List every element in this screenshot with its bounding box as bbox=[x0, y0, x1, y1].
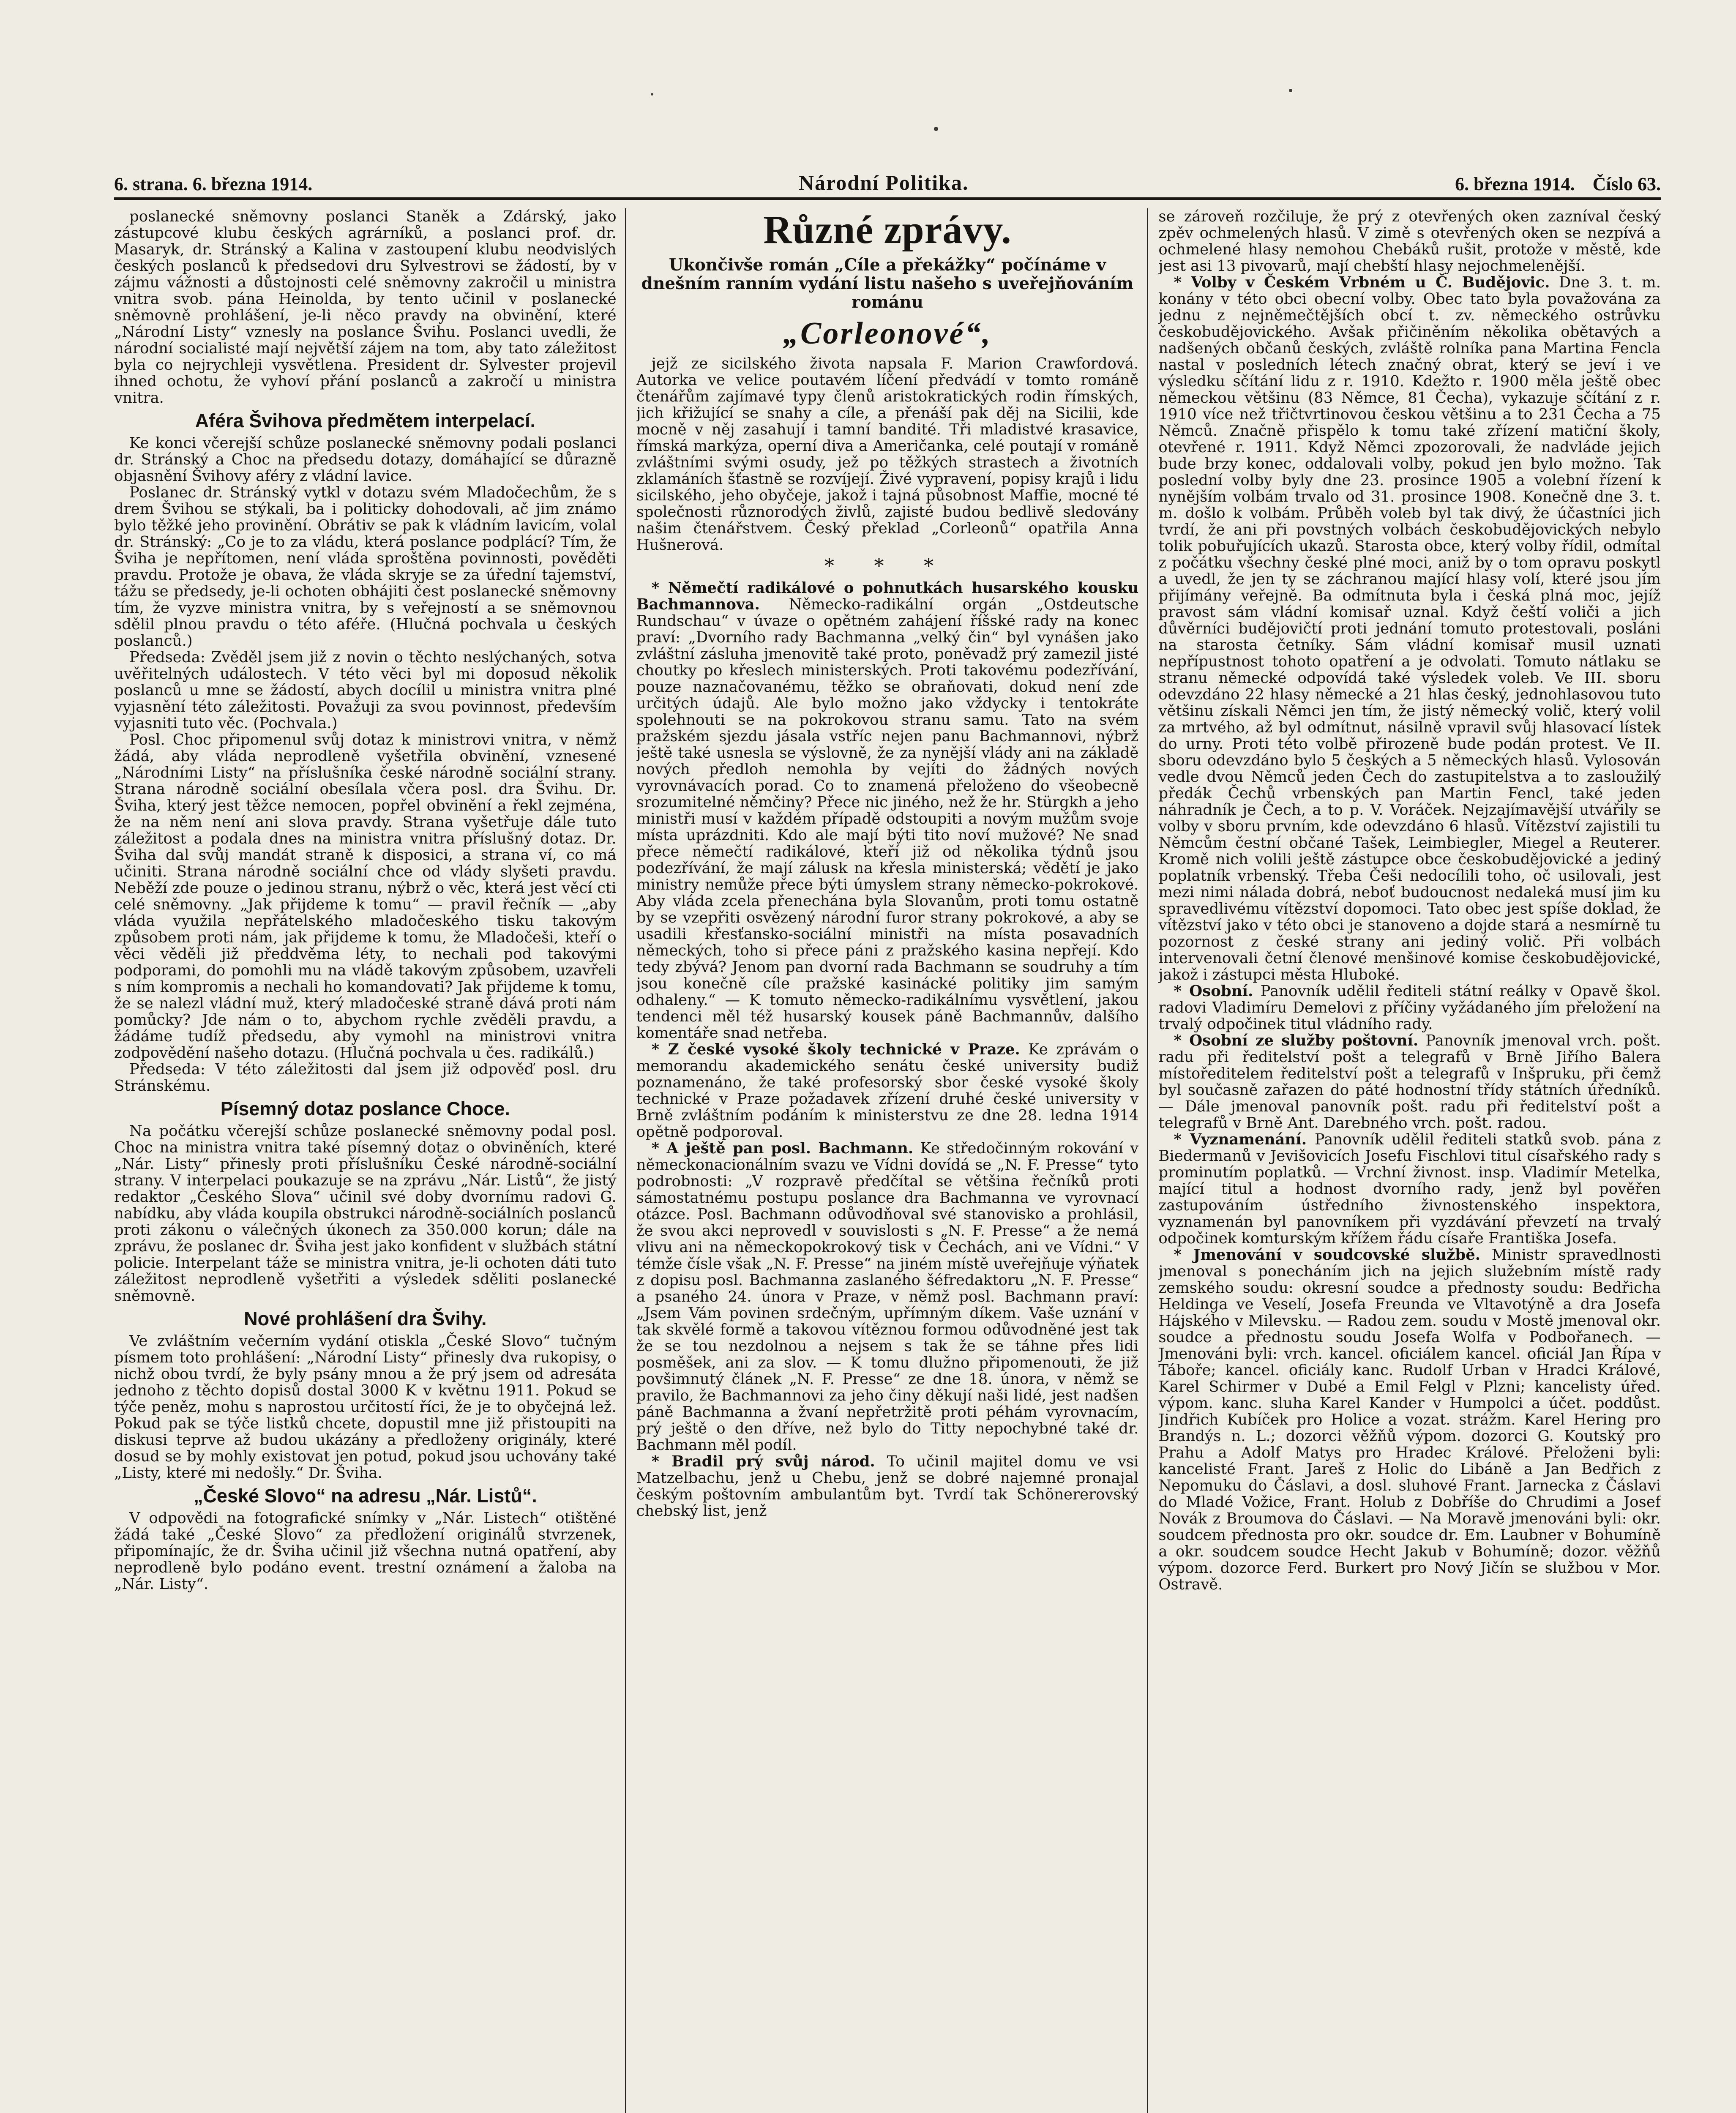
news-item-text: Panovník udělil řediteli státní reálky v Opavě škol. radovi Vladimíru Demelovi z příčiny vyžádaného jím přeložení na trvalý odpočinek titul vládního rady. bbox=[1158, 983, 1661, 1033]
rubric-title: Různé zprávy. bbox=[763, 208, 1012, 252]
news-item-text: Ministr spravedlnosti jmenoval s ponecháním jich na jejich služebním místě rady zemského soudu: okresní soudce a přednosty soudu: Bedřicha Heldinga ve Veselí, Josefa Freunda ve Vltavotýně a dra Josefa Hájského v Milevsku. — Radou zem. soudu v Mostě jmenoval okr. soudce a přednostu soudu Josefa Wolfa v Podbořanech. — Jmenováni byli: vrch. kancel. oficiálem kancel. oficiál Jan Řípa v Táboře; kancel. oficiály kanc. Rudolf Urban v Hradci Králové, Karel Schirmer v Dubé a Emil Felgl v Plzni; kancelisty úřed. výpom. kanc. sluha Karel Kander v Humpolci a účet. poddůst. Jindřich Kubíček pro Holice a vozat. strážm. Karel Hering pro Brandýs n. L.; dozorci věžňů výpom. dozorci G. Koutský pro Prahu a Adolf Matys pro Hradec Králové. Přeloženi byli: kancelisté Frant. Jareš z Holic do Libáně a Jan Bedřich z Nepomuku do Čáslavi, a dosl. sluhové Frant. Jarnecka z Čáslavi do Mladé Vožice, Frant. Holub z Dobříše do Chrudimi a Josef Novák z Broumova do Čáslavi. — Na Moravě jmenováni byli: okr. soudcem přednosta pro okr. soudce dr. Em. Laubner v Bohumíně a okr. soudcem soudce Hecht Jakub v Bohumíně; dozor. věžňů výpom. dozorce Ferd. Burkert pro Nový Jičín se službou v Mor. Ostravě. bbox=[1158, 1246, 1661, 1593]
novel-title: „Corleonové“, bbox=[783, 316, 992, 351]
news-item-lead: * Vyznamenání. bbox=[1174, 1131, 1307, 1148]
news-item bbox=[1158, 274, 1661, 983]
header-date: 6. března 1914. bbox=[1455, 174, 1575, 194]
header-page-date: 6. strana. 6. března 1914. bbox=[114, 174, 313, 194]
news-item bbox=[1158, 1032, 1661, 1131]
paragraph: Poslanec dr. Stránský vytkl v dotazu svém Mladočechům, že s drem Švihou se stýkali, ba i politicky dohodovali, ač jim známo bylo těžké jeho provinění. Obrátiv se pak k vládním lavicím, volal dr. Stránský: „Co je to za vládu, která poslance podplácí? Tím, že Šviha je nepřítomen, není vláda sproštěna povinnosti, pověděti pravdu. Protože je obava, že vláda skryje se za úřední tajemství, tážu se předsedy, je-li ochoten obhájiti čest poslanecké sněmovny tím, že vyzve ministra vnitra, by s veřejností a se sněmovnou sdělil plnou pravdu o této aféře. (Hlučná pochvala u českých poslanců.) bbox=[114, 484, 617, 650]
news-item bbox=[636, 580, 1139, 1041]
news-item bbox=[1158, 1131, 1661, 1247]
news-item-lead: * Osobní. bbox=[1174, 983, 1253, 1000]
section-separator: * * * bbox=[824, 554, 951, 577]
news-item-text: To učinil majitel domu ve vsi Matzelbachu, jenž u Chebu, jenž se dobré najemné pronajal českým poštovním ambulantům byt. Tvrdí tak Schönererovský chebský list, jenž bbox=[636, 1453, 1139, 1520]
masthead-title: Národní Politika. bbox=[798, 171, 969, 194]
news-item bbox=[1158, 983, 1661, 1032]
news-item-lead: * Bradil prý svůj národ. bbox=[651, 1453, 875, 1470]
column-2 bbox=[636, 208, 1149, 2113]
scan-speck bbox=[934, 127, 938, 131]
paragraph: Posl. Choc připomenul svůj dotaz k ministrovi vnitra, v němž žádá, aby vláda neprodleně vyšetřila obvinění, vznesené „Národními Listy“ na příslušníka české národně sociální strany. Strana národně sociální obesílala včera posl. dra Švihu. Dr. Šviha, který jest těžce nemocen, popřel obvinění a řekl zejména, že na něm není ani slova pravdy. Strana vyšetřuje dále tuto záležitost a podala dnes na ministra vnitra příslušný dotaz. Dr. Šviha dal svůj mandát straně k disposici, a strana ví, co má učiniti. Strana národně sociální chce od vlády slyšeti pravdu. Neběží zde pouze o jedinou stranu, nýbrž o věc, která jest věcí cti celé sněmovny. „Jak přijdeme k tomu“ — pravil řečník — „aby vláda využila nepřátelského mladočeského tisku takovým způsobem proti nám, jak přijdeme k tomu, že Mladočeši, kteří o věci věděli již předdvěma léty, to nechali pod takovými podporami, do pomohli mu na vládě takovým způsobem, uzavřeli s ním kompromis a nechali ho komandovati? Jak přijdeme k tomu, že se nalezl vládní muž, který mladočeské straně dává proti nám pomůcky? Jde nám o to, abychom rychle zvěděli pravdu, a žádáme tudíž předsedu, aby vymohl na ministrovi vnitra zodpovědění našeho dotazu. (Hlučná pochvala u čes. radikálů.) bbox=[114, 731, 617, 1062]
scan-speck bbox=[1289, 89, 1292, 92]
paragraph: Na počátku včerejší schůze poslanecké sněmovny podal posl. Choc na ministra vnitra také písemný dotaz o obviněních, které „Nár. Listy“ přinesly proti příslušníku České národně-sociální strany. V interpelaci poukazuje se na zprávu „Nár. Listů“, že jistý redaktor „Českého Slova“ učinil své doby dvornímu radovi G. nabídku, aby vláda koupila obstrukci národně-sociálních poslanců proti zákonu o válečných úkonech za 350.000 korun; dále na zprávu, že poslanec dr. Šviha jest jako konfident v službách státní policie. Interpelant táže se ministra vnitra, je-li ochoten dáti tuto záležitost neprodleně vyšetřiti a výsledek sděliti poslanecké sněmovně. bbox=[114, 1122, 617, 1305]
news-item-text: Panovník udělil řediteli statků svob. pána z Biedermanů v Jevišovicích Josefu Fischlovi titul císařského rady s prominutím poplatků. — Vrchní živnost. insp. Vladimír Metelka, mající titul a hodnost dvorního rady, jenž byl pověřen zastupováním ústředního živnostenského inspektora, vyznamenán byl panovníkem při vyzdávání převzetí na trvalý odpočinek komturským křížem řádu císaře Františka Josefa. bbox=[1158, 1131, 1661, 1247]
news-item-text: Ke zprávám o memorandu akademického senátu české university budiž poznamenáno, že také profesorský sbor české vysoké školy technické v Praze požadavek zřízení druhé české university v Brně zvláštním podáním k ministerstvu ze dne 28. ledna 1914 opětně podporoval. bbox=[636, 1041, 1139, 1141]
news-item-text: Německo-radikální orgán „Ostdeutsche Rundschau“ v úvaze o opětném zahájení říšské rady na konec praví: „Dvorního rady Bachmanna „velký čin“ byl vynášen jako zvláštní zásluha jmenovitě také proto, poněvadž prý zamezil jisté choutky po křeslech ministerských. Proti takovému podezřívání, pouze naznačovanému, těžko se obraňovati, dokud není zde určitých údajů. Ale bylo možno jako vždycky i tentokráte spolehnouti se na pokrokovou stranu samu. Tato na svém pražském sjezdu jásala vstříc nejen panu Bachmannovi, nýbrž ještě také usnesla se výslovně, že za nynější vlády ani na základě nových předloh nemohla by vejíti do žádných nových vyrovnávacích porad. Co to znamená přeloženo do všeobecně srozumitelné němčiny? Přece nic jiného, než že hr. Stürgkh a jeho ministři musí v každém případě odstoupiti a novým mužům svoje místa uprázdniti. Kdo ale mají býti tito noví mužové? Ne snad přece němečtí radikálové, kteří již od několika týdnů jsou podezřívání, že mají zálusk na křesla ministerská; vědětí je jako ministry nemůže přece býti úmyslem strany německo-pokrokové. Aby vláda zcela přenechána byla Slovanům, proti tomu ostatně by se vzepřiti osvězený národní furor strany pokrokové, a aby se usadili křesťansko-sociální ministři na místa posavadních německých, toho si přece páni z pražského kasina nepřejí. Kdo tedy zbývá? Jenom pan dvorní rada Bachmann se soudruhy a tím jsou konečně cíle pražské kasinácké politiky jim samým odhaleny.“ — K tomuto německo-radikálnímu vysvětlení, jakou tendenci měl též husarský kousek páně Bachmannův, dalšího komentáře snad netřeba. bbox=[636, 596, 1139, 1042]
section-heading: Písemný dotaz poslance Choce. bbox=[220, 1098, 510, 1119]
header-issue bbox=[1455, 173, 1661, 195]
section-heading: Nové prohlášení dra Švihy. bbox=[244, 1308, 487, 1329]
paragraph: V odpovědi na fotografické snímky v „Nár. Listech“ otištěné žádá také „České Slovo“ za předložení originálů stvrzenek, připomínajíc, že dr. Šviha učinil již všechna nutná opatření, aby neprodleně bylo podáno event. trestní oznámení a žaloba na „Nár. Listy“. bbox=[114, 1510, 617, 1593]
scan-speck bbox=[651, 93, 653, 96]
paragraph: Ke konci včerejší schůze poslanecké sněmovny podali poslanci dr. Stránský a Choc na předsedu dotazy, domáhající se důrazně objasnění Švihovy aféry z vládní lavice. bbox=[114, 434, 617, 485]
news-item-lead: * Volby v Českém Vrbném u Č. Budějovic. bbox=[1174, 274, 1550, 291]
page-header bbox=[114, 167, 1661, 200]
news-item-lead: * Němečtí radikálové o pohnutkách husarského kousku Bachmannova. bbox=[636, 579, 1139, 613]
news-item-text: Ke středočinným rokování v německonacionálním svazu ve Vídni dovídá se „N. F. Presse“ tyto podrobnosti: „V rozpravě předčítal se většina řečníků proti sámostatnému postupu poslance dra Bachmanna ve vyrovnací otázce. Posl. Bachmann odůvodňoval své stanovisko a prohlásil, že svou akci neprovedl v souvislosti s „N. F. Presse“ a že nemá vlivu ani na německopokrokový tisk v Čechách, ani ve Vídni.“ V témže čísle však „N. F. Presse“ na jiném místě uveřejňuje výňatek z dopisu posl. Bachmanna zaslaného šéfredaktoru „N. F. Presse“ a psaného 24. února v Praze, v němž posl. Bachmann praví: „Jsem Vám povinen srdečným, upřímným díkem. Vaše uznání v tak skvělé formě a takovou vítěznou formou odůvodněné jest tak že se tou nezdolnou a nejsem s tak že se táhne přes lidi posměšek, ani za slov. — K tomu dlužno připomenouti, že již povšimnutý článek „N. F. Presse“ ze dne 18. února, v němž se pravilo, že Bachmannovi za jeho činy děkují naši lidé, jest nadšen páně Bachmanna a žvaní nepřetržitě proti péhám vyrovnacím, prý ještě o den dříve, než bylo do Titty nepochybné také dr. Bachmann měl podíl. bbox=[636, 1140, 1139, 1454]
news-item-lead: * Osobní ze služby poštovní. bbox=[1174, 1032, 1419, 1049]
news-item bbox=[636, 1453, 1139, 1519]
paragraph: se zároveň rozčiluje, že prý z otevřených oken zazníval český zpěv ochmelených hlasů. V zimě s otevřených oken se nezpívá a ochmelené hlasy nemohou Chebáků rušit, protože v městě, kde jest asi 13 pivovarů, mají chebští hlasy nejochmelenější. bbox=[1158, 208, 1661, 275]
section-heading: Aféra Švihova předmětem interpelací. bbox=[195, 410, 535, 431]
article-columns bbox=[114, 208, 1661, 2113]
news-item-lead: * Z české vysoké školy technické v Praze. bbox=[651, 1041, 1020, 1058]
news-item-lead: * Jmenování v soudcovské službě. bbox=[1174, 1246, 1481, 1264]
news-item bbox=[636, 1140, 1139, 1453]
news-item bbox=[1158, 1247, 1661, 1593]
paragraph: Ve zvláštním večerním vydání otiskla „České Slovo“ tučným písmem toto prohlášení: „Národní Listy“ přinesly dva rukopisy, o nichž obou tvrdí, že byly psány mnou a že prý jsem od adresáta jednoho z těchto dopisů dostal 3000 K v květnu 1911. Pokud se týče peněz, mohu s naprostou určitostí říci, že je to obyčejná lež. Pokud pak se týče listků chcete, dopustil mne již přistoupiti na diskusi teprve až budou ukázány a předloženy originály, které dosud se by mohly existovat jen potud, pokud jsou uchovány také „Listy, které mi nedošly.“ Dr. Šviha. bbox=[114, 1332, 617, 1482]
news-item-text: Panovník jmenoval vrch. pošt. radu při ředitelství pošt a telegrafů v Brně Jiřího Balera místoředitelem ředitelství pošt a telegrafů v Inšpruku, při čemž byl současně zařazen do páté hodnostní třídy státních úředníků. — Dále jmenoval panovník pošt. radu při ředitelství pošt a telegrafů v Brně Ant. Darebného vrch. pošt. radou. bbox=[1158, 1032, 1661, 1132]
novel-notice: Ukončivše román „Cíle a překážky“ počínáme v dnešním ranním vydání listu našeho s uveřejňováním románu bbox=[641, 255, 1134, 312]
news-item-lead: * A ještě pan posl. Bachmann. bbox=[651, 1140, 914, 1157]
header-issue-number: Číslo 63. bbox=[1592, 174, 1661, 194]
column-1 bbox=[114, 208, 626, 2113]
paragraph: Předseda: V této záležitosti dal jsem již odpověď posl. dru Stránskému. bbox=[114, 1061, 617, 1095]
news-item bbox=[636, 1041, 1139, 1140]
paragraph: poslanecké sněmovny poslanci Staněk a Zdárský, jako zástupcové klubu českých agrárníků, a poslanci prof. dr. Masaryk, dr. Stránský a Kalina v zastoupení klubu neodvislých českých poslanců k předsedovi dru Sylvestrovi se žádostí, by v zájmu vážnosti a důstojnosti celé sněmovny zakročil u ministra vnitra svob. pána Heinolda, by tento učinil v poslanecké sněmovně prohlášení, je-li něco pravdy na obvinění, které „Národní Listy“ vznesly na poslance Švihu. Poslanci uvedli, že národní socialisté mají největší zájem na tom, aby tato záležitost byla co nejrychleji vysvětlena. President dr. Sylvester projevil ihned ochotu, že vyhoví přání poslanců a zakročí u ministra vnitra. bbox=[114, 208, 617, 407]
section-heading: „České Slovo“ na adresu „Nár. Listů“. bbox=[193, 1485, 537, 1507]
paragraph: jejž ze sicilského života napsala F. Marion Crawfordová. Autorka ve velice poutavém líčení předvádí v tomto románě čtenářům zajímavé typy členů aristokratických rodin římských, jich křižující se snahy a cíle, a přenáší pak děj na Sicilii, kde mocně v něj zasahují i tamní bandité. Tři mladistvé krasavice, římská markýza, operní diva a Američanka, celé poutají v románě zvláštními svými osudy, jež po těžkých strastech a životních zklamáních šťastně se rozvíjejí. Živé vypravení, popisy krajů i lidu sicilského, jeho obyčeje, jakož i tajná působnost Maffie, mocné té společnosti různorodých živlů, zajisté budou bedlivě sledovány našim čtenářstvem. Český překlad „Corleonů“ opatřila Anna Hušnerová. bbox=[636, 355, 1139, 554]
news-item-text: Dne 3. t. m. konány v této obci obecní volby. Obec tato byla považována za jednu z nejněmečtějších obcí t. zv. německého ostrůvku českobudějovického. Avšak přičiněním několika obětavých a nadšených občanů českých, zvláště rolníka pana Martina Fencla nastal v posledních létech značný obrat, který se jeví i ve výsledku sčítání lidu z r. 1910. Kdežto r. 1900 měla ještě obec německou většinu (83 Němce, 81 Čecha), vykazuje sčítání z r. 1910 více než třičtvrtinovou českou většinu a to 231 Čecha a 75 Němců. Značně přispělo k tomu také zřízení matiční školy, otevřené r. 1911. Když Němci zpozorovali, že nadvláde jejich bude brzy konec, oddalovali volby, pokud jen bylo možno. Tak poslední volby byly dne 23. prosince 1905 a volební řízení k nynějším volbám trvalo od 31. prosince 1908. Konečně dne 3. t. m. došlo k volbám. Průběh voleb byl tak divý, že účastníci jich tvrdí, že ani při povstných volbách českobudějovických nebylo tolik pobuřujících ukazů. Starosta obce, který volby řídil, odmítal z počátku všechny české plné moci, aniž by o tom opravu poskytl a uvedl, že jen ty se záchranou mající hlasy volí, které jsou jím přijímány veřejně. Ba odmítnuta byla i česká plná moc, jejíž pravost sám vládní komisař uznal. Když čeští voliči a jich důvěrníci budějovičtí proti jednání tomuto protestovali, posláni na starosta četníky. Sám vládní komisař musil uznati nepřípustnost tohoto opatření a je odvolati. Tomuto nátlaku se stranu německé odpovídá také výsledek voleb. Ve III. sboru odevzdáno 22 hlasy německé a 21 hlas český, jednohlasovou tuto většinu získali Němci jen tím, že jistý německý volič, který volil za mrtvého, až byl odmítnut, násilně vpravil svůj hlasovací lístek do urny. Proti této volbě přirozeně bude podán protest. Ve II. sboru odevzdáno bylo 5 českých a 5 německých hlasů. Vylosován vedle dvou Němců jeden Čech do zastupitelstva a to zasloužilý předák Čechů vrbenských pan Martin Fencl, také jeden náhradník je Čech, a to p. V. Voráček. Nejzajímavější utvářily se volby v sboru prvním, kde odevzdáno 6 hlasů. Vítězství zajistili tu Němcům čestní občané Tašek, Leimbiegler, Miegel a Reuterer. Kromě nich volili ještě zástupce obce českobudějovické a jediný poplatník vrbenský. Třeba Češi nedocílili toho, oč usilovali, jest mezi nimi náladа dobrá, neboť budoucnost nedaleká musí jim ku spravedlivému vítězství dopomoci. Tato obec jest spíše doklad, že vítězství jako v této obci je stanoveno a dojde stará a nesmírně tu pozornost z české strany ani jediný volič. Při volbách intervenovali četní členové menšinové komise českobudějovické, jakož i zástupci města Hluboké. bbox=[1158, 274, 1661, 983]
paragraph: Předseda: Zvěděl jsem již z novin o těchto neslýchaných, sotva uvěřitelných událostech. V této věci byl mi doposud několik poslanců u mne se žádostí, abych docílil u ministra vnitra plné vyjasnění této záležitosti. Považuji za svou povinnost, především vyjasniti tuto věc. (Pochvala.) bbox=[114, 649, 617, 732]
column-3 bbox=[1158, 208, 1661, 2113]
